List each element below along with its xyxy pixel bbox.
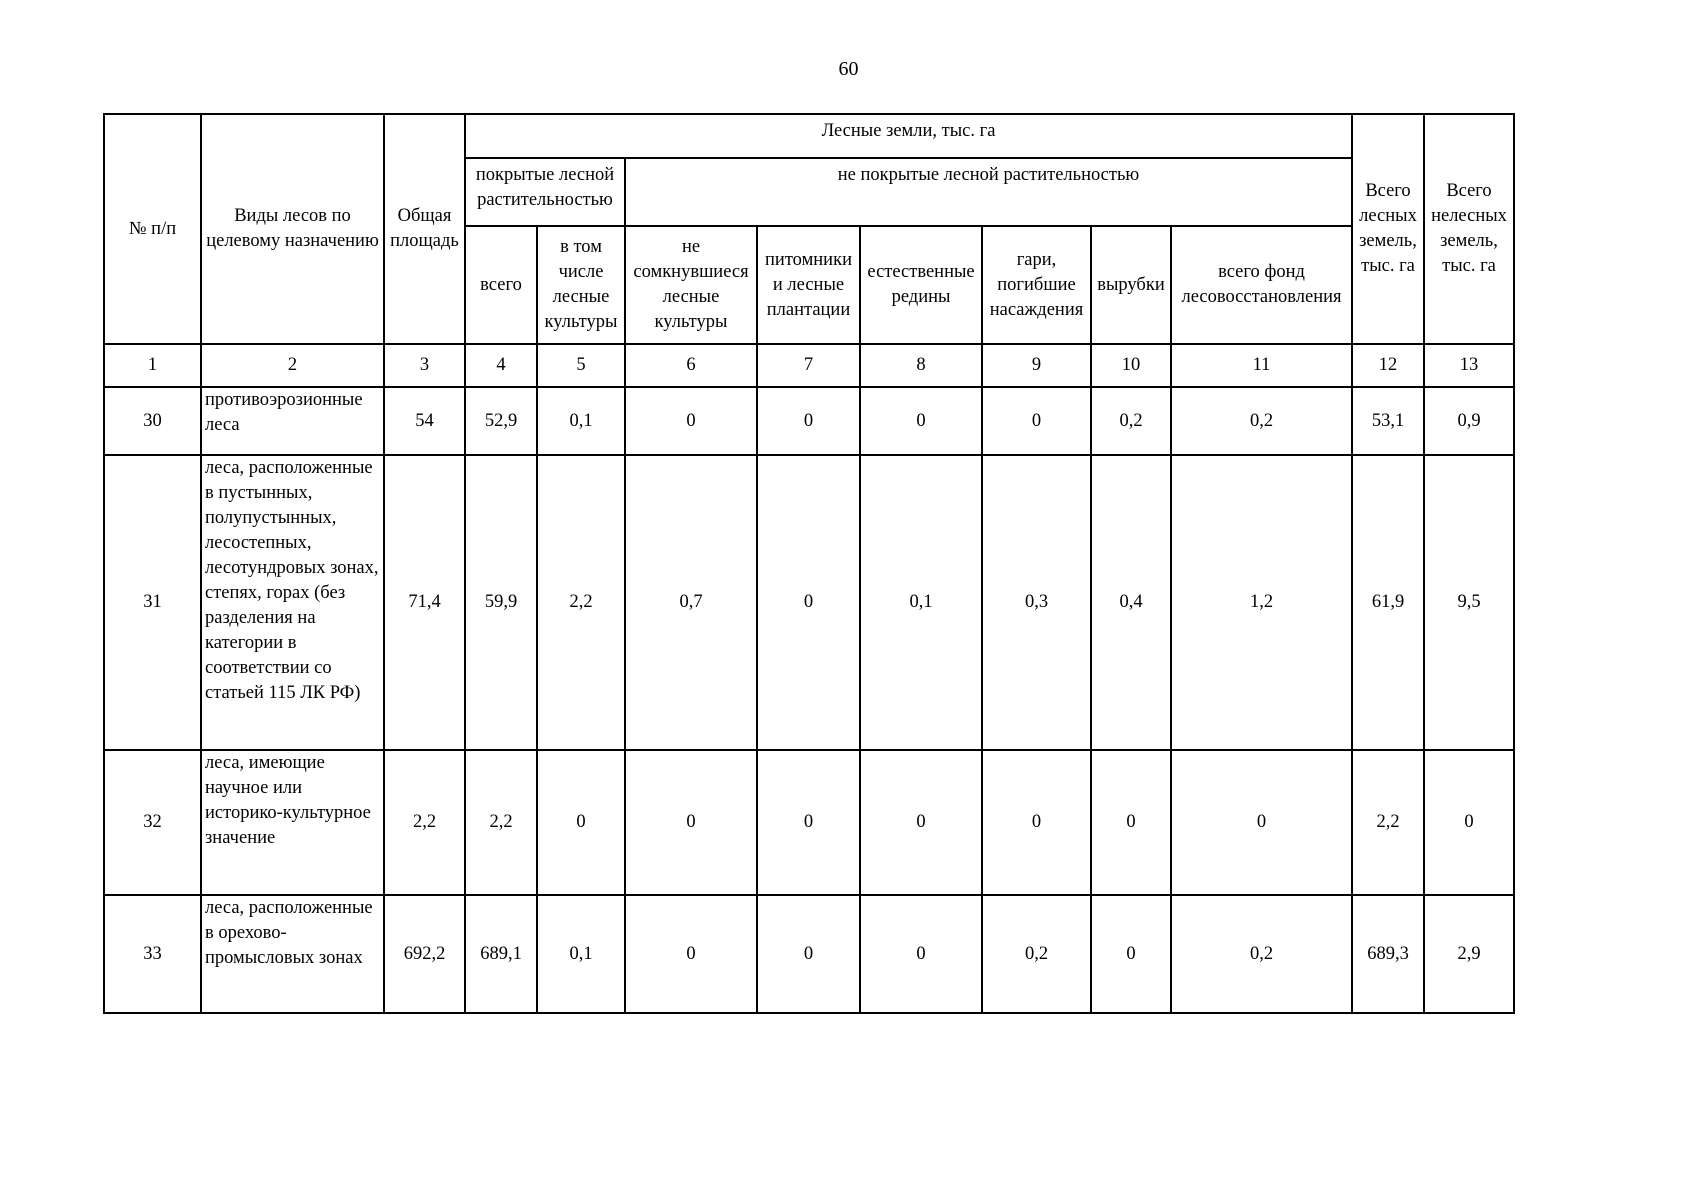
forest-type-cell: противоэрозионные леса xyxy=(201,387,384,455)
value-cell: 0 xyxy=(757,895,860,1013)
value-cell: 0,1 xyxy=(860,455,982,750)
header-clearings: вырубки xyxy=(1091,226,1171,344)
value-cell: 2,2 xyxy=(1352,750,1424,895)
value-cell: 53,1 xyxy=(1352,387,1424,455)
header-covered-group: покрытые лесной растительностью xyxy=(465,158,625,226)
column-number: 4 xyxy=(465,344,537,387)
value-cell: 0 xyxy=(860,895,982,1013)
header-total-area: Общая площадь xyxy=(384,114,465,344)
value-cell: 0 xyxy=(1091,750,1171,895)
value-cell: 692,2 xyxy=(384,895,465,1013)
value-cell: 0,3 xyxy=(982,455,1091,750)
column-number: 3 xyxy=(384,344,465,387)
table-row xyxy=(104,455,1514,750)
value-cell: 0 xyxy=(757,750,860,895)
header-natural-sparse: естественные редины xyxy=(860,226,982,344)
header-forest-type: Виды лесов по целевому назначению xyxy=(201,114,384,344)
value-cell: 689,1 xyxy=(465,895,537,1013)
value-cell: 0,1 xyxy=(537,895,625,1013)
value-cell: 0 xyxy=(537,750,625,895)
header-unclosed-cultures: не сомкнувшиеся лесные культуры xyxy=(625,226,757,344)
value-cell: 9,5 xyxy=(1424,455,1514,750)
value-cell: 0,2 xyxy=(1171,895,1352,1013)
header-nurseries: питомники и лесные плантации xyxy=(757,226,860,344)
header-covered-cultures: в том числе лесные культуры xyxy=(537,226,625,344)
value-cell: 54 xyxy=(384,387,465,455)
column-number: 9 xyxy=(982,344,1091,387)
table-row xyxy=(104,387,1514,455)
row-number-cell: 32 xyxy=(104,750,201,895)
header-not-covered-group: не покрытые лесной растительностью xyxy=(625,158,1352,226)
column-number: 6 xyxy=(625,344,757,387)
value-cell: 0 xyxy=(1424,750,1514,895)
value-cell: 59,9 xyxy=(465,455,537,750)
value-cell: 0,2 xyxy=(1171,387,1352,455)
value-cell: 0,9 xyxy=(1424,387,1514,455)
column-number: 1 xyxy=(104,344,201,387)
value-cell: 2,9 xyxy=(1424,895,1514,1013)
header-burned-stands: гари, погибшие насаждения xyxy=(982,226,1091,344)
value-cell: 61,9 xyxy=(1352,455,1424,750)
forest-type-cell: леса, расположенные в пустынных, полупустынных, лесостепных, лесотундровых зонах, степях, горах (без разделения на категории в соответствии со статьей 115 ЛК РФ) xyxy=(201,455,384,750)
table-row xyxy=(104,895,1514,1013)
value-cell: 0,2 xyxy=(1091,387,1171,455)
page-number: 60 xyxy=(838,58,859,80)
column-number: 11 xyxy=(1171,344,1352,387)
value-cell: 0,7 xyxy=(625,455,757,750)
value-cell: 0 xyxy=(625,387,757,455)
column-number: 13 xyxy=(1424,344,1514,387)
header-total-forest-lands: Всего лесных земель, тыс. га xyxy=(1352,114,1424,344)
value-cell: 0 xyxy=(860,387,982,455)
forest-type-cell: леса, расположенные в орехово-промысловых зонах xyxy=(201,895,384,1013)
header-total-nonforest-lands: Всего нелесных земель, тыс. га xyxy=(1424,114,1514,344)
value-cell: 689,3 xyxy=(1352,895,1424,1013)
value-cell: 0,2 xyxy=(982,895,1091,1013)
header-row-number: № п/п xyxy=(104,114,201,344)
table-row xyxy=(104,750,1514,895)
header-forest-lands: Лесные земли, тыс. га xyxy=(465,114,1352,158)
row-number-cell: 31 xyxy=(104,455,201,750)
column-number: 12 xyxy=(1352,344,1424,387)
row-number-cell: 33 xyxy=(104,895,201,1013)
column-number: 2 xyxy=(201,344,384,387)
header-covered-total: всего xyxy=(465,226,537,344)
value-cell: 52,9 xyxy=(465,387,537,455)
forest-lands-table xyxy=(103,113,1515,1014)
value-cell: 0 xyxy=(625,895,757,1013)
value-cell: 2,2 xyxy=(384,750,465,895)
column-number: 8 xyxy=(860,344,982,387)
value-cell: 0,1 xyxy=(537,387,625,455)
column-number-row xyxy=(104,344,1514,387)
value-cell: 0 xyxy=(982,750,1091,895)
value-cell: 0 xyxy=(860,750,982,895)
value-cell: 71,4 xyxy=(384,455,465,750)
value-cell: 0,4 xyxy=(1091,455,1171,750)
value-cell: 0 xyxy=(757,455,860,750)
row-number-cell: 30 xyxy=(104,387,201,455)
value-cell: 0 xyxy=(625,750,757,895)
column-number: 7 xyxy=(757,344,860,387)
column-number: 10 xyxy=(1091,344,1171,387)
value-cell: 0 xyxy=(757,387,860,455)
header-reforestation-fund: всего фонд лесовосстановления xyxy=(1171,226,1352,344)
value-cell: 1,2 xyxy=(1171,455,1352,750)
value-cell: 2,2 xyxy=(537,455,625,750)
forest-type-cell: леса, имеющие научное или историко-культурное значение xyxy=(201,750,384,895)
value-cell: 0 xyxy=(1171,750,1352,895)
value-cell: 2,2 xyxy=(465,750,537,895)
value-cell: 0 xyxy=(1091,895,1171,1013)
value-cell: 0 xyxy=(982,387,1091,455)
column-number: 5 xyxy=(537,344,625,387)
